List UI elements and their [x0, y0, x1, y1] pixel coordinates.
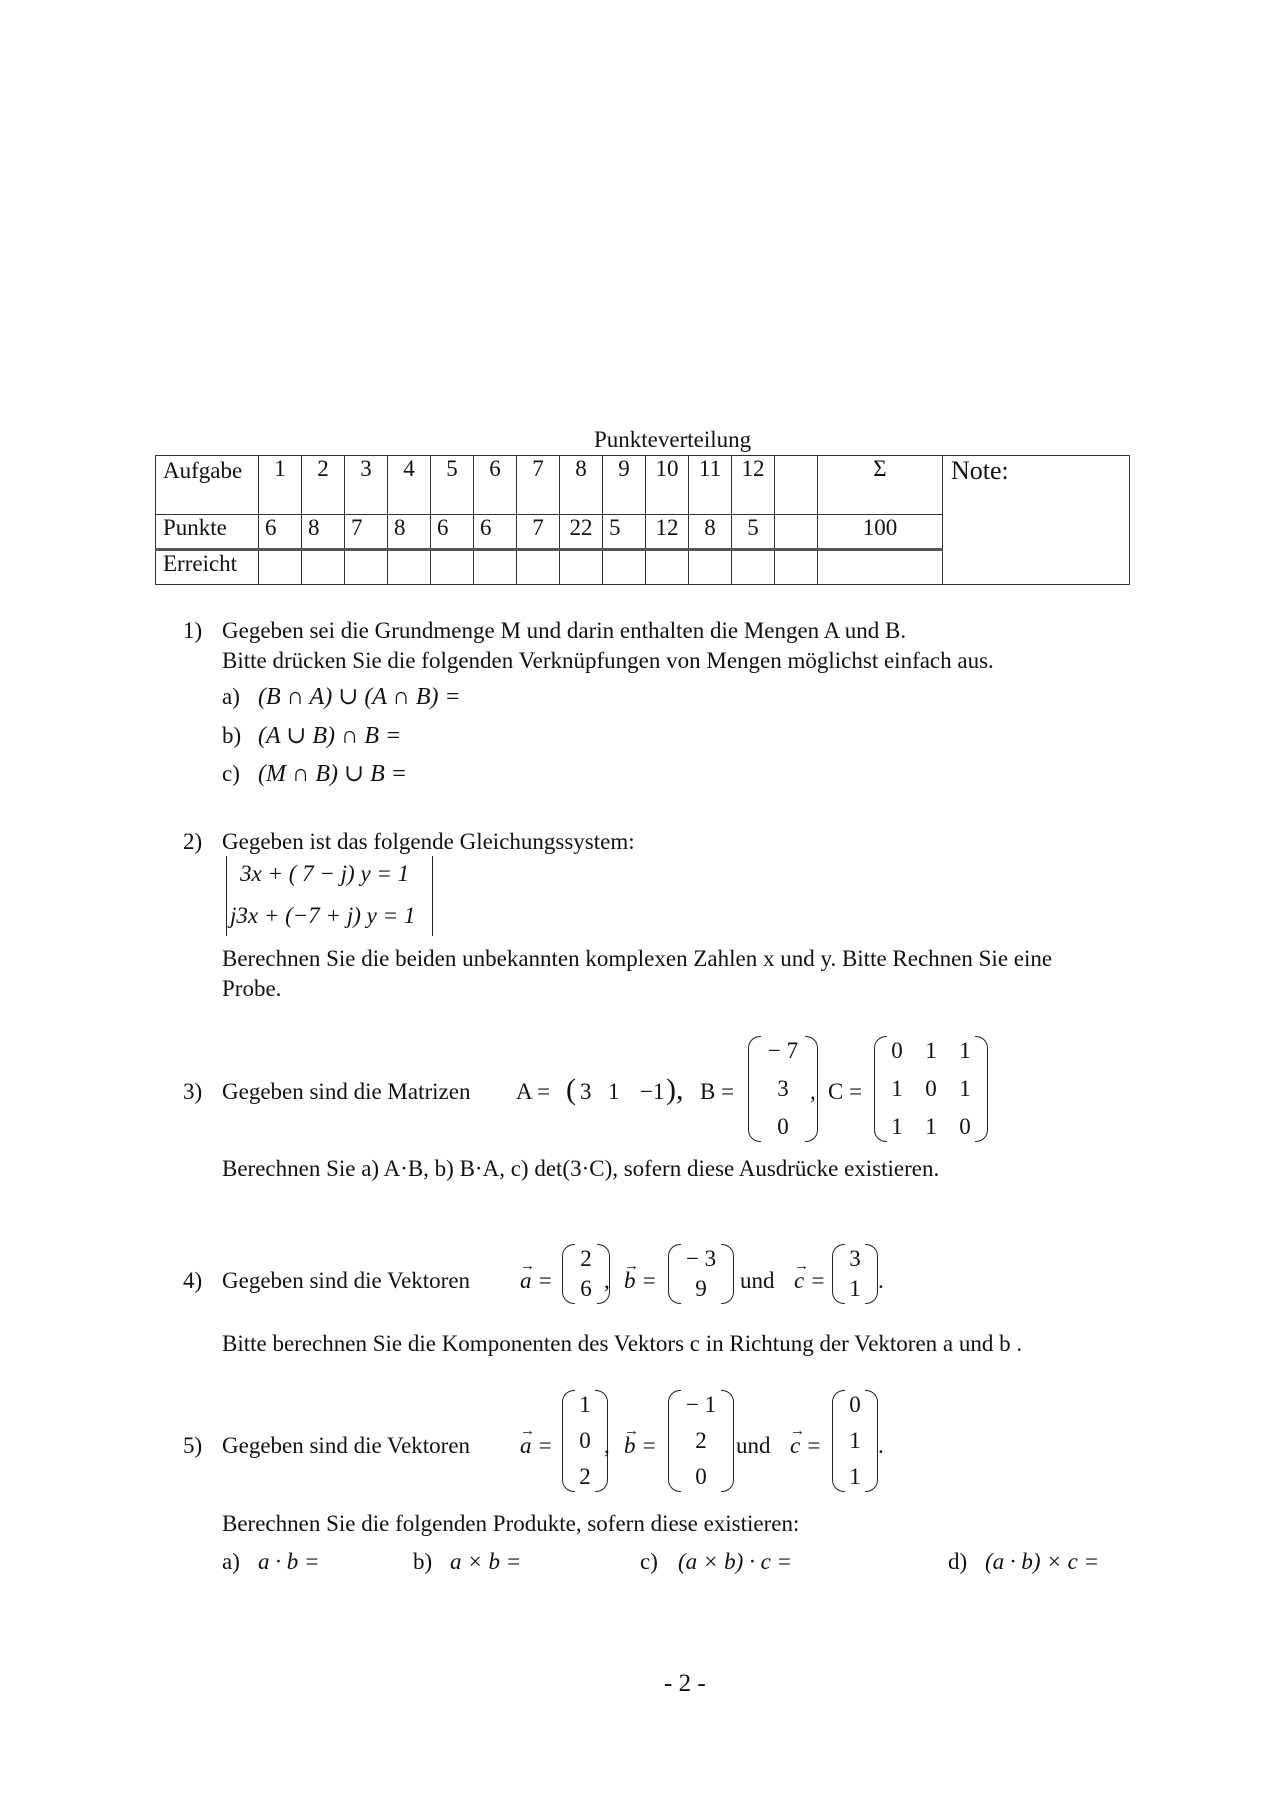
problem-2-line3: Probe. [222, 976, 282, 1001]
achieved-cell[interactable] [302, 550, 345, 585]
comma: , [604, 1268, 610, 1293]
problem-4-number: 4) [183, 1268, 203, 1293]
row-label-aufgabe: Aufgabe [156, 456, 259, 515]
matrix-b-value: 0 [777, 1114, 789, 1139]
problem-2-number: 2) [183, 829, 203, 854]
vector-b-label: → b = [624, 1432, 657, 1460]
achieved-cell[interactable] [603, 550, 646, 585]
vector-c-value: 1 [849, 1428, 861, 1453]
vector-a-label: → a = [520, 1267, 553, 1295]
matrix-b-value: 3 [777, 1076, 789, 1101]
task-cell: 9 [603, 456, 646, 515]
matrix-a-open-paren: ( [566, 1073, 576, 1106]
matrix-c [874, 1036, 988, 1142]
matrix-a-label: A = [516, 1079, 551, 1104]
task-cell: 5 [431, 456, 474, 515]
equation-left-bar [226, 856, 227, 936]
matrix-bracket-left [874, 1036, 887, 1142]
task-cell [775, 456, 818, 515]
matrix-c-value: 1 [891, 1114, 903, 1139]
matrix-b-cells [761, 1036, 805, 1142]
vector-a-value: 2 [579, 1464, 591, 1489]
problem-3-number: 3) [183, 1079, 203, 1104]
table-row-aufgabe [156, 456, 1130, 515]
vector-bracket-left [832, 1244, 845, 1304]
vector-b-value: 0 [695, 1464, 707, 1489]
problem-1b-expression: (A ∪ B) ∩ B = [258, 723, 402, 749]
achieved-cell[interactable] [689, 550, 732, 585]
vector-bracket-left [668, 1390, 681, 1492]
problem-1c-label: c) [222, 761, 240, 786]
vector-a [562, 1244, 610, 1304]
matrix-c-label: C = [828, 1079, 863, 1104]
vector-c-label: → c = [794, 1267, 826, 1295]
points-cell: 8 [689, 515, 732, 550]
vector-bracket-left [668, 1244, 681, 1304]
page-number: - 2 - [664, 1670, 706, 1697]
points-cell: 8 [302, 515, 345, 550]
equation-2: j3x + (−7 + j) y = 1 [230, 903, 416, 928]
period: . [878, 1268, 884, 1293]
vector-a-value: 1 [579, 1392, 591, 1417]
matrix-c-value: 0 [891, 1038, 903, 1063]
matrix-a-value: 3 [580, 1079, 592, 1104]
points-cell: 22 [560, 515, 603, 550]
vector-bracket-right [721, 1390, 734, 1492]
problem-2-line2: Berechnen Sie die beiden unbekannten komplexen Zahlen x und y. Bitte Rechnen Sie eine [222, 946, 1053, 971]
achieved-cell[interactable] [431, 550, 474, 585]
note-cell: Note: [943, 456, 1130, 585]
task-cell: 1 [259, 456, 302, 515]
vector-b-value: 2 [695, 1428, 707, 1453]
vector-c-cells [845, 1390, 865, 1492]
matrix-c-value: 1 [891, 1076, 903, 1101]
vector-a-value: 2 [580, 1246, 592, 1271]
problem-4-task: Bitte berechnen Sie die Komponenten des Vektors c in Richtung der Vektoren a und b . [222, 1331, 1023, 1356]
matrix-c-value: 1 [925, 1038, 937, 1063]
points-cell: 6 [259, 515, 302, 550]
task-cell: 2 [302, 456, 345, 515]
achieved-cell[interactable] [517, 550, 560, 585]
matrix-bracket-left [748, 1036, 761, 1142]
matrix-b-label: B = [700, 1079, 735, 1104]
problem-4-intro: Gegeben sind die Vektoren [222, 1268, 471, 1293]
vector-b-value: − 3 [685, 1246, 717, 1271]
problem-3-intro: Gegeben sind die Matrizen [222, 1079, 471, 1104]
points-cell [775, 515, 818, 550]
problem-5a-expression: a · b = [258, 1549, 320, 1574]
vector-a-value: 0 [579, 1428, 591, 1453]
row-label-erreicht: Erreicht [156, 550, 259, 585]
vector-b-value: 9 [695, 1276, 707, 1301]
problem-3-task: Berechnen Sie a) A·B, b) B·A, c) det(3·C), sofern diese Ausdrücke existieren. [222, 1156, 940, 1181]
achieved-cell[interactable] [345, 550, 388, 585]
vector-bracket-right [721, 1244, 734, 1304]
matrix-c-value: 1 [925, 1114, 937, 1139]
problem-5d-label: d) [948, 1549, 968, 1574]
vector-b [668, 1390, 734, 1492]
vector-bracket-right [865, 1390, 878, 1492]
vector-c [832, 1244, 878, 1304]
achieved-cell[interactable] [732, 550, 775, 585]
points-cell: 6 [474, 515, 517, 550]
matrix-c-value: 1 [959, 1076, 971, 1101]
vector-c-value: 1 [849, 1276, 861, 1301]
vector-c-value: 0 [849, 1392, 861, 1417]
und-word: und [740, 1268, 775, 1293]
problem-5-number: 5) [183, 1433, 203, 1458]
task-cell: 3 [345, 456, 388, 515]
matrix-c-value: 0 [959, 1114, 971, 1139]
achieved-cell[interactable] [560, 550, 603, 585]
matrix-bracket-right [975, 1036, 988, 1142]
vector-c-value: 1 [849, 1464, 861, 1489]
points-sum: 100 [818, 515, 943, 550]
points-cell: 7 [517, 515, 560, 550]
problem-1-line1: Gegeben sei die Grundmenge M und darin enthalten die Mengen A und B. [222, 618, 907, 643]
task-cell: 4 [388, 456, 431, 515]
task-cell: 10 [646, 456, 689, 515]
matrix-a-close-paren: ), [666, 1073, 684, 1106]
task-cell: 7 [517, 456, 560, 515]
vector-b-cells [681, 1390, 721, 1492]
problem-1-number: 1) [183, 618, 203, 643]
comma: , [604, 1433, 610, 1458]
problem-5b-label: b) [413, 1549, 433, 1574]
matrix-a-value: −1 [640, 1079, 665, 1104]
vector-c-value: 3 [849, 1246, 861, 1271]
task-cell: 8 [560, 456, 603, 515]
vector-b-label: → b = [624, 1267, 657, 1295]
problem-5b-expression: a × b = [450, 1549, 522, 1574]
matrix-b-value: − 7 [767, 1038, 799, 1063]
points-cell: 5 [603, 515, 646, 550]
achieved-cell[interactable] [474, 550, 517, 585]
equation-right-bar [432, 856, 433, 936]
vector-a-cells [575, 1244, 597, 1304]
vector-b-cells [681, 1244, 721, 1304]
problem-2-line1: Gegeben ist das folgende Gleichungssystem: [222, 829, 635, 854]
points-cell: 7 [345, 515, 388, 550]
achieved-cell[interactable] [259, 550, 302, 585]
vector-a-label: → a = [520, 1432, 553, 1460]
sum-header: Σ [818, 456, 943, 515]
vector-bracket-left [832, 1390, 845, 1492]
points-cell: 8 [388, 515, 431, 550]
problem-1a-label: a) [222, 684, 240, 709]
problem-5-task: Berechnen Sie die folgenden Produkte, sofern diese existieren: [222, 1511, 800, 1536]
vector-c-cells [845, 1244, 865, 1304]
points-cell: 6 [431, 515, 474, 550]
vector-a-cells [575, 1390, 595, 1492]
vector-a-value: 6 [580, 1276, 592, 1301]
problem-5-intro: Gegeben sind die Vektoren [222, 1433, 471, 1458]
equation-1: 3x + ( 7 − j) y = 1 [240, 861, 410, 886]
comma: , [810, 1079, 816, 1104]
score-table [155, 455, 1130, 585]
problem-1-line2: Bitte drücken Sie die folgenden Verknüpfungen von Mengen möglichst einfach aus. [222, 648, 994, 673]
points-cell: 5 [732, 515, 775, 550]
vector-bracket-left [562, 1390, 575, 1492]
vector-a [562, 1390, 608, 1492]
achieved-cell[interactable] [775, 550, 818, 585]
problem-1b-label: b) [222, 723, 242, 748]
points-cell: 12 [646, 515, 689, 550]
achieved-cell[interactable] [646, 550, 689, 585]
problem-5a-label: a) [222, 1549, 240, 1574]
problem-5d-expression: (a · b) × c = [985, 1549, 1100, 1574]
problem-1a-expression: (B ∩ A) ∪ (A ∩ B) = [258, 684, 461, 710]
problem-5c-label: c) [640, 1549, 658, 1574]
vector-c [832, 1390, 878, 1492]
vector-b [668, 1244, 734, 1304]
table-caption: Punkteverteilung [594, 427, 752, 452]
matrix-b [748, 1036, 818, 1142]
vector-bracket-right [865, 1244, 878, 1304]
task-cell: 12 [732, 456, 775, 515]
vector-c-label: → c = [790, 1432, 822, 1460]
achieved-cell[interactable] [388, 550, 431, 585]
achieved-cell[interactable] [818, 550, 943, 585]
task-cell: 11 [689, 456, 732, 515]
row-label-punkte: Punkte [156, 515, 259, 550]
task-cell: 6 [474, 456, 517, 515]
matrix-c-value: 1 [959, 1038, 971, 1063]
matrix-c-cells [887, 1036, 975, 1142]
period: . [878, 1433, 884, 1458]
problem-5c-expression: (a × b) · c = [678, 1549, 793, 1574]
und-word: und [736, 1433, 771, 1458]
problem-1c-expression: (M ∩ B) ∪ B = [258, 761, 407, 787]
matrix-c-value: 0 [925, 1076, 937, 1101]
matrix-a-value: 1 [608, 1079, 620, 1104]
vector-bracket-left [562, 1244, 575, 1304]
vector-b-value: − 1 [685, 1392, 717, 1417]
